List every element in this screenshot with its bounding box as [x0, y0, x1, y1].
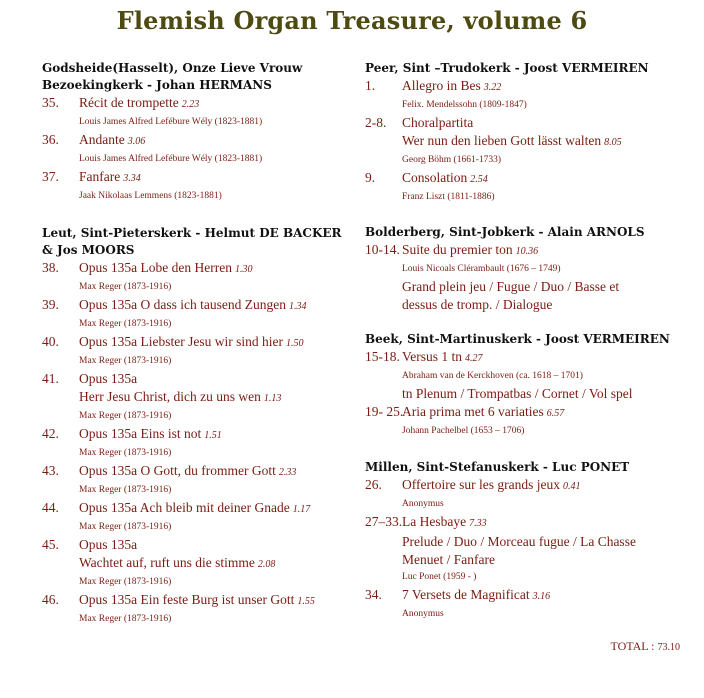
track-number: 19- 25. [365, 404, 404, 419]
track-duration: 2.08 [257, 559, 276, 570]
composer: Max Reger (1873-1916) [79, 411, 172, 421]
track-title-text: Offertoire sur les grands jeux [402, 477, 560, 492]
track-title-text: Choralpartita Wer nun den lieben Gott lässt walten [402, 115, 602, 148]
track-row [365, 241, 685, 261]
track-row [42, 259, 352, 279]
venue-heading: Beek, Sint-Martinuskerk - Joost VERMEIREN [365, 332, 670, 346]
track-duration: 3.22 [483, 82, 502, 93]
track-title [79, 168, 141, 188]
track-number: 36. [42, 132, 59, 147]
composer: Luc Ponet (1959 - ) [402, 572, 477, 582]
track-row [365, 403, 685, 423]
track-row [365, 169, 685, 189]
track-number: 43. [42, 463, 59, 478]
track-movements: Grand plein jeu / Fugue / Duo / Basse et dessus de tromp. / Dialogue [402, 279, 620, 312]
track-number: 37. [42, 169, 59, 184]
track-number: 46. [42, 592, 59, 607]
total-duration [610, 639, 680, 654]
right-column [365, 60, 685, 623]
track-number: 26. [365, 477, 382, 492]
track-title-text: Fanfare [79, 169, 121, 184]
track-duration: 1.51 [204, 430, 222, 441]
track-row [42, 462, 352, 482]
composer: Louis James Alfred Lefébure Wély (1823-1881) [79, 117, 263, 127]
track-title-text: Opus 135a Ach bleib mit deiner Gnade [79, 500, 290, 515]
composer: Max Reger (1873-1916) [79, 577, 172, 587]
track-title-text: Opus 135a Eins ist not [79, 426, 202, 441]
track-title [79, 259, 252, 279]
composer: Louis Nicoals Clérambault (1676 – 1749) [402, 264, 561, 274]
track-title [79, 94, 199, 114]
venue-section [42, 225, 352, 628]
track-duration: 10.36 [515, 246, 539, 257]
venue-section [365, 459, 685, 623]
composer: Max Reger (1873-1916) [79, 319, 172, 329]
track-title [79, 296, 306, 316]
track-duration: 8.05 [604, 137, 622, 148]
track-title [79, 462, 296, 482]
track-duration: 1.55 [297, 596, 315, 607]
composer: Anonymus [402, 499, 444, 509]
venue-section [365, 224, 685, 314]
track-row [365, 348, 685, 368]
composer: Louis James Alfred Lefébure Wély (1823-1881) [79, 154, 263, 164]
composer: Max Reger (1873-1916) [79, 282, 172, 292]
track-row [42, 168, 352, 188]
track-title [402, 513, 487, 533]
track-title [402, 586, 550, 606]
track-number: 42. [42, 426, 59, 441]
track-number: 45. [42, 537, 59, 552]
page-title: Flemish Organ Treasure, volume 6 [116, 6, 588, 35]
track-row [365, 513, 685, 533]
track-row [365, 114, 685, 152]
track-duration: 3.16 [532, 591, 551, 602]
track-title-text: Opus 135a O dass ich tausend Zungen [79, 297, 286, 312]
track-title [402, 169, 488, 189]
composer: Anonymus [402, 609, 444, 619]
track-title [79, 591, 315, 611]
track-duration: 2.23 [181, 99, 200, 110]
track-duration: 1.34 [288, 301, 307, 312]
track-title [402, 476, 580, 496]
track-row [42, 499, 352, 519]
venue-heading: Bolderberg, Sint-Jobkerk - Alain ARNOLS [365, 225, 645, 239]
track-title-text: Consolation [402, 170, 468, 185]
track-title-text: Récit de trompette [79, 95, 179, 110]
track-duration: 2.33 [278, 467, 297, 478]
track-row [365, 77, 685, 97]
track-number: 34. [365, 587, 382, 602]
track-row [42, 94, 352, 114]
left-column [42, 60, 352, 628]
track-title [402, 241, 538, 261]
track-title-text: La Hesbaye [402, 514, 467, 529]
track-number: 40. [42, 334, 59, 349]
track-title-text: Andante [79, 132, 125, 147]
composer: Max Reger (1873-1916) [79, 614, 172, 624]
composer: Max Reger (1873-1916) [79, 522, 172, 532]
venue-section [365, 331, 685, 440]
track-row [42, 131, 352, 151]
composer: Felix. Mendelssohn (1809-1847) [402, 100, 527, 110]
track-row [42, 333, 352, 353]
composer: Franz Liszt (1811-1886) [402, 192, 495, 202]
venue-heading: Godsheide(Hasselt), Onze Lieve Vrouw Bezoekingkerk - Johan HERMANS [42, 61, 303, 92]
track-title [402, 403, 564, 423]
venue-heading: Peer, Sint –Trudokerk - Joost VERMEIREN [365, 61, 649, 75]
track-title [402, 77, 501, 97]
track-number: 27–33. [365, 514, 403, 529]
track-duration: 1.13 [263, 393, 282, 404]
track-row [365, 586, 685, 606]
track-movements: tn Plenum / Trompatbas / Cornet / Vol spel [402, 386, 633, 401]
venue-section [365, 60, 685, 206]
track-title-text: Allegro in Bes [402, 78, 481, 93]
track-number: 35. [42, 95, 59, 110]
composer: Georg Böhm (1661-1733) [402, 155, 502, 165]
track-duration: 1.17 [292, 504, 311, 515]
track-number: 15-18. [365, 349, 400, 364]
track-title-text: 7 Versets de Magnificat [402, 587, 530, 602]
track-number: 10-14. [365, 242, 400, 257]
track-title [79, 425, 222, 445]
track-title-text: Opus 135a Wachtet auf, ruft uns die stimme [79, 537, 255, 570]
composer: Max Reger (1873-1916) [79, 485, 172, 495]
track-title-text: Opus 135a Liebster Jesu wir sind hier [79, 334, 283, 349]
track-title-text: Opus 135a O Gott, du frommer Gott [79, 463, 276, 478]
total-value: 73.10 [657, 642, 680, 653]
track-title-text: Opus 135a Herr Jesu Christ, dich zu uns wen [79, 371, 261, 404]
composer: Abraham van de Kerckhoven (ca. 1618 – 1701) [402, 371, 583, 381]
track-duration: 6.57 [546, 408, 565, 419]
track-duration: 2.54 [470, 174, 488, 185]
track-row [42, 370, 352, 408]
composer: Johann Pachelbel (1653 – 1706) [402, 426, 525, 436]
track-title [402, 114, 622, 152]
track-number: 39. [42, 297, 59, 312]
venue-section [42, 60, 352, 205]
track-duration: 3.34 [123, 173, 141, 184]
venue-heading: Millen, Sint-Stefanuskerk - Luc PONET [365, 460, 630, 474]
composer: Jaak Nikolaas Lemmens (1823-1881) [79, 191, 222, 201]
track-movements: Prelude / Duo / Morceau fugue / La Chasse Menuet / Fanfare [402, 534, 636, 567]
track-title [79, 131, 145, 151]
track-title [79, 333, 303, 353]
track-title-text: Opus 135a Ein feste Burg ist unser Gott [79, 592, 295, 607]
track-title-text: Suite du premier ton [402, 242, 513, 257]
track-title [402, 348, 483, 368]
track-row [42, 591, 352, 611]
track-title [79, 370, 281, 408]
track-duration: 7.33 [469, 518, 487, 529]
track-duration: 3.06 [127, 136, 146, 147]
track-number: 9. [365, 170, 376, 185]
track-title [79, 499, 310, 519]
total-label: TOTAL : [610, 639, 655, 653]
track-row [42, 425, 352, 445]
track-number: 44. [42, 500, 59, 515]
composer: Max Reger (1873-1916) [79, 356, 172, 366]
track-number: 41. [42, 371, 59, 386]
track-row [42, 536, 352, 574]
track-number: 1. [365, 78, 376, 93]
track-row [365, 476, 685, 496]
composer: Max Reger (1873-1916) [79, 448, 172, 458]
track-row [42, 296, 352, 316]
track-duration: 0.41 [562, 481, 581, 492]
track-duration: 1.30 [234, 264, 253, 275]
track-title-text: Opus 135a Lobe den Herren [79, 260, 232, 275]
track-duration: 4.27 [465, 353, 483, 364]
track-number: 2-8. [365, 115, 387, 130]
venue-heading: Leut, Sint-Pieterskerk - Helmut DE BACKER & Jos MOORS [42, 226, 342, 257]
track-title-text: Aria prima met 6 variaties [402, 404, 544, 419]
track-duration: 1.50 [285, 338, 304, 349]
track-number: 38. [42, 260, 59, 275]
track-title [79, 536, 275, 574]
track-title-text: Versus 1 tn [402, 349, 462, 364]
